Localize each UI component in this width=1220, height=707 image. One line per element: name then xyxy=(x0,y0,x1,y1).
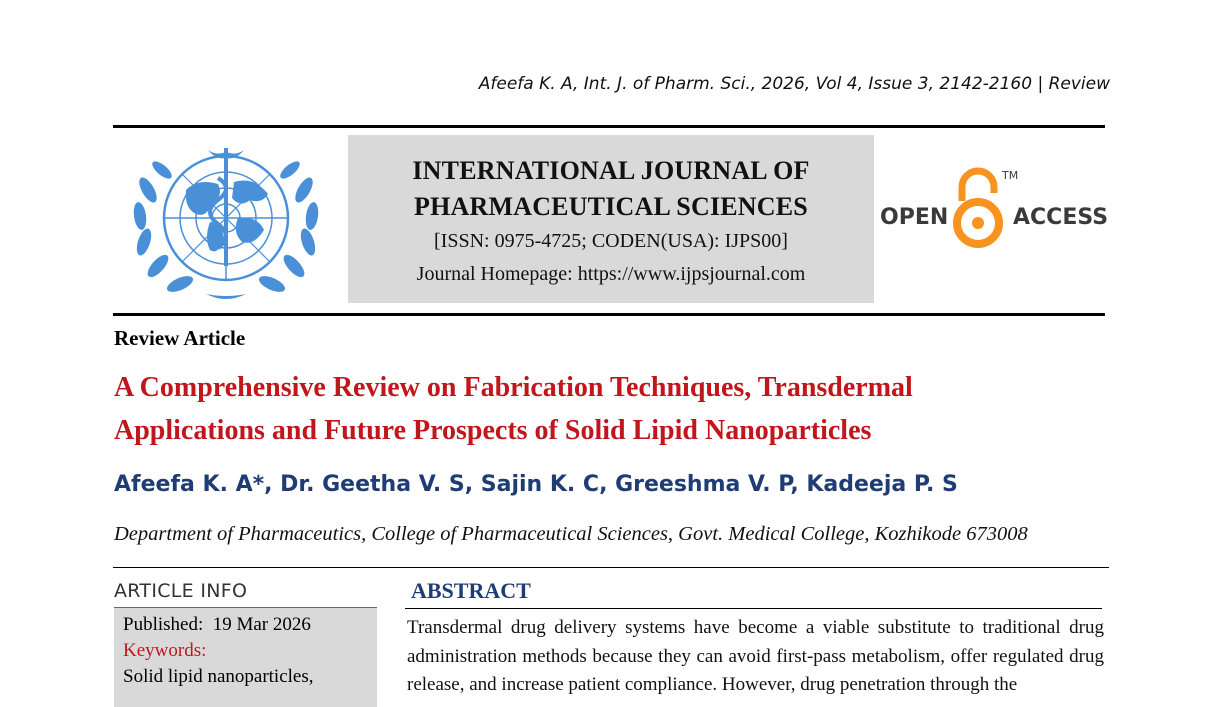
article-title xyxy=(114,366,1114,452)
author-affiliation: Department of Pharmaceutics, College of Pharmaceutical Sciences, Govt. Medical College, Kozhikode 673008 xyxy=(114,523,1028,545)
keyword-item: Solid lipid nanoparticles, xyxy=(123,666,314,687)
header-bottom-rule xyxy=(113,313,1105,316)
header-top-rule xyxy=(113,125,1105,128)
keywords-label: Keywords: xyxy=(123,640,207,661)
abstract-heading: ABSTRACT xyxy=(411,578,531,603)
open-access-logo xyxy=(878,165,1108,255)
trademark-mark: TM xyxy=(1002,169,1019,182)
article-title-line1: A Comprehensive Review on Fabrication Techniques, Transdermal xyxy=(114,372,913,403)
article-info-heading: ARTICLE INFO xyxy=(114,580,248,602)
journal-name-line1: INTERNATIONAL JOURNAL OF xyxy=(412,156,810,185)
published-date: 19 Mar 2026 xyxy=(212,614,311,635)
article-info-box xyxy=(114,607,377,707)
open-access-open-word: OPEN xyxy=(880,205,949,230)
journal-title-box xyxy=(348,135,874,303)
abstract-heading-rule xyxy=(405,608,1102,609)
open-access-access-word: ACCESS xyxy=(1013,205,1108,230)
article-title-line2: Applications and Future Prospects of Solid Lipid Nanoparticles xyxy=(114,415,872,446)
article-type-label: Review Article xyxy=(114,326,246,350)
published-line xyxy=(123,612,368,638)
published-label: Published: xyxy=(123,614,204,635)
author-list: Afeefa K. A*, Dr. Geetha V. S, Sajin K. C, Greeshma V. P, Kadeeja P. S xyxy=(114,472,958,497)
abstract-text: Transdermal drug delivery systems have become a viable substitute to traditional drug administration methods because they can avoid first-pass metabolism, offer regulated drug release, and increase patient compliance. However, drug penetration through the xyxy=(407,617,1104,695)
journal-emblem-logo xyxy=(126,138,326,306)
affiliation-divider xyxy=(113,567,1109,568)
open-lock-shackle-icon xyxy=(962,171,994,201)
journal-name-line2: PHARMACEUTICAL SCIENCES xyxy=(414,192,808,221)
journal-homepage: Journal Homepage: https://www.ijpsjournal.com xyxy=(416,263,806,285)
journal-issn: [ISSN: 0975-4725; CODEN(USA): IJPS00] xyxy=(434,230,788,252)
citation-header: Afeefa K. A, Int. J. of Pharm. Sci., 2026, Vol 4, Issue 3, 2142-2160 | Review xyxy=(478,74,1110,94)
open-lock-keyhole-icon xyxy=(972,217,984,229)
